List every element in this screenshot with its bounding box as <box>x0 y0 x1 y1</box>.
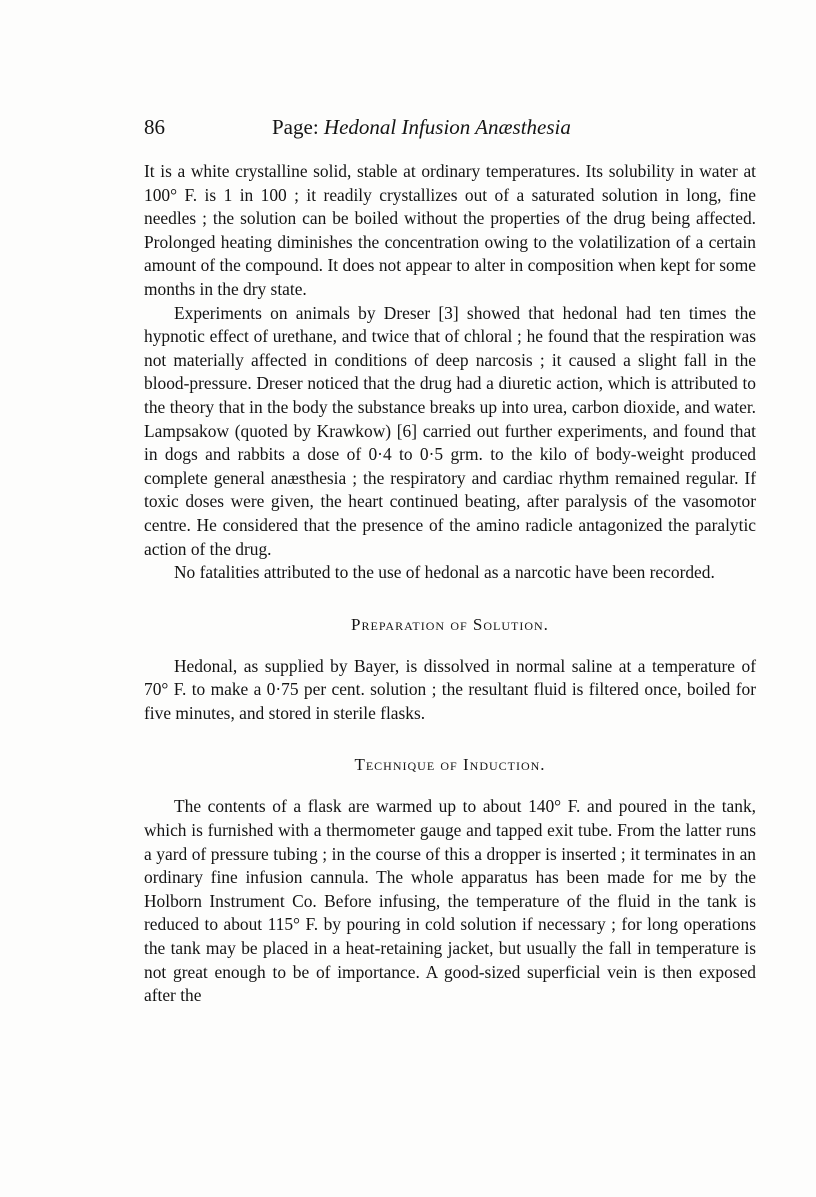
paragraph-experiments: Experiments on animals by Dreser [3] showed that hedonal had ten times the hypnotic effect of urethane, and twice that of chloral ; he found that the respiration was not materially affected in conditions of deep narcosis ; it caused a slight fall in the blood-pressure. Dreser noticed that the drug had a diuretic action, which is attributed to the theory that in the body the substance breaks up into urea, carbon dioxide, and water. Lampsakow (quoted by Krawkow) [6] carried out further experiments, and found that in dogs and rabbits a dose of 0·4 to 0·5 grm. to the kilo of body-weight produced complete general anæsthesia ; the respiratory and cardiac rhythm remained regular. If toxic doses were given, the heart continued beating, after paralysis of the vasomotor centre. He considered that the presence of the amino radicle antagonized the paralytic action of the drug. <box>144 302 756 559</box>
running-title <box>272 115 571 140</box>
running-title-prefix: Page: <box>272 115 319 139</box>
paragraph-fatalities: No fatalities attributed to the use of hedonal as a narcotic have been recorded. <box>174 562 715 583</box>
spacer <box>144 635 756 655</box>
paragraph-properties: It is a white crystalline solid, stable at ordinary temperatures. Its solubility in water at 100° F. is 1 in 100 ; it readily crystallizes out of a saturated solution in long, fine needles ; the solution can be boiled without the properties of the drug being affected. Prolonged heating diminishes the concentration owing to the volatilization of a certain amount of the compound. It does not appear to alter in composition when kept for some months in the dry state. <box>144 161 756 299</box>
page-header <box>144 115 756 149</box>
body-text <box>144 160 756 1008</box>
page-number: 86 <box>144 115 165 139</box>
spacer <box>144 775 756 795</box>
spacer <box>144 725 756 755</box>
paragraph-technique: The contents of a flask are warmed up to about 140° F. and poured in the tank, which is furnished with a thermometer gauge and tapped exit tube. From the latter runs a yard of pressure tubing ; in the course of this a dropper is inserted ; it terminates in an ordinary fine infusion cannula. The whole apparatus has been made for me by the Holborn Instrument Co. Before infusing, the temperature of the fluid in the tank is reduced to about 115° F. by pouring in cold solution if necessary ; for long operations the tank may be placed in a heat-retaining jacket, but usually the fall in temperature is not great enough to be of importance. A good-sized superficial vein is then exposed after the <box>144 796 756 1006</box>
running-title-italic: Hedonal Infusion Anæsthesia <box>323 115 571 139</box>
spacer <box>144 585 756 615</box>
paragraph-preparation: Hedonal, as supplied by Bayer, is dissolved in normal saline at a temperature of 70° F. to make a 0·75 per cent. solution ; the resultant fluid is filtered once, boiled for five minutes, and stored in sterile flasks. <box>144 655 756 723</box>
section-heading-preparation: Preparation of Solution. <box>351 614 549 634</box>
section-heading-technique: Technique of Induction. <box>354 755 546 775</box>
